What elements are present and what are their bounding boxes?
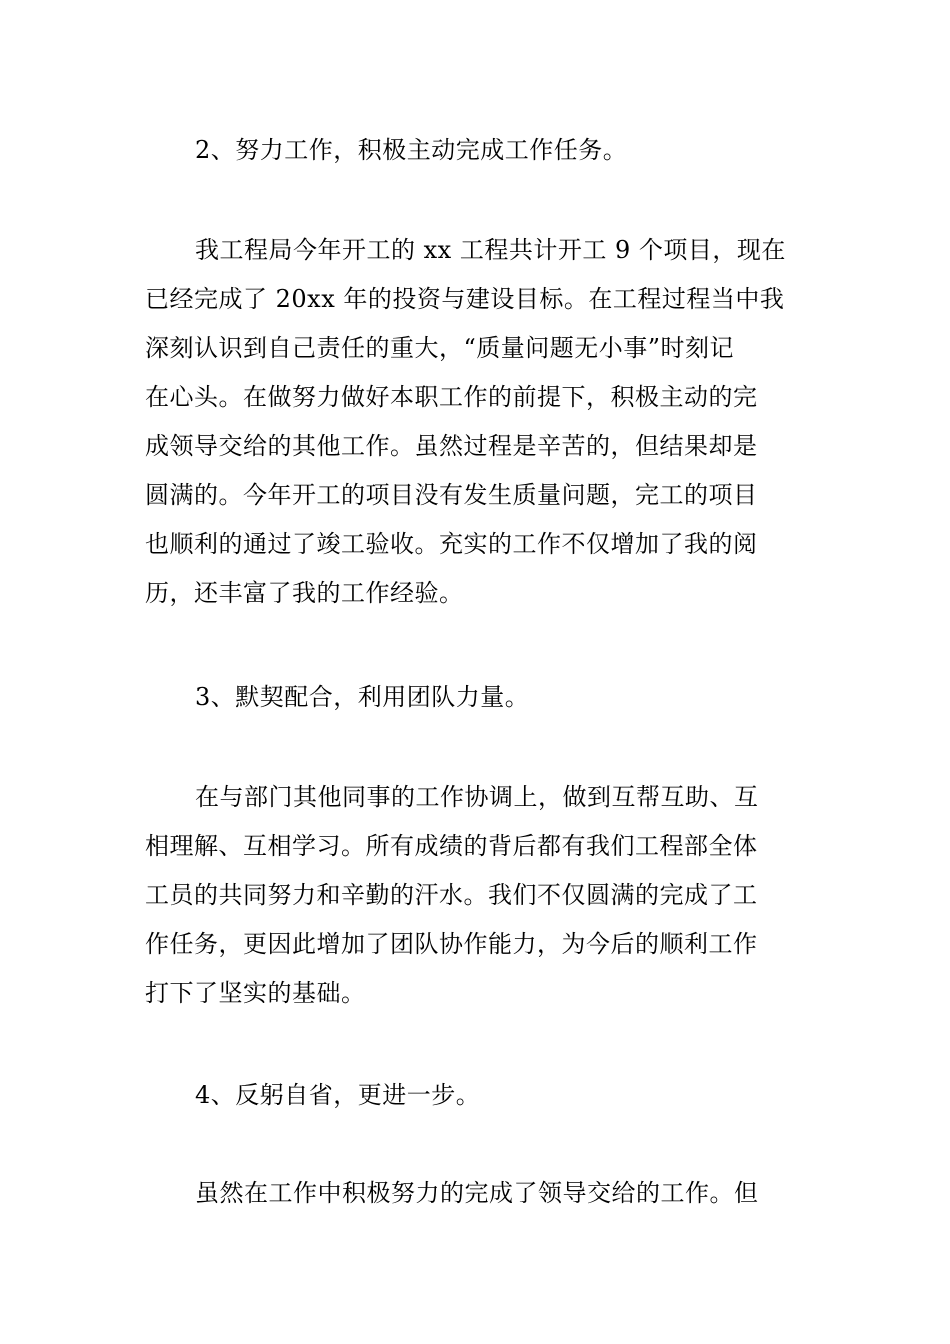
- paragraph-line: 相理解、互相学习。所有成绩的背后都有我们工程部全体: [145, 832, 758, 860]
- paragraph-line: 圆满的。今年开工的项目没有发生质量问题，完工的项目: [145, 481, 758, 509]
- paragraph-line: 虽然在工作中积极努力的完成了领导交给的工作。但: [195, 1179, 759, 1207]
- paragraph-line: 打下了坚实的基础。: [145, 979, 366, 1007]
- heading-line: 3、默契配合，利用团队力量。: [195, 683, 530, 711]
- paragraph-line: 成领导交给的其他工作。虽然过程是辛苦的，但结果却是: [145, 432, 758, 460]
- section-paragraph-3: [145, 773, 807, 1018]
- section-paragraph-4: [145, 1169, 807, 1218]
- heading-line: 4、反躬自省，更进一步。: [195, 1081, 481, 1109]
- section-heading-3: [145, 673, 807, 722]
- section-heading-2: [145, 126, 807, 175]
- paragraph-line: 已经完成了 20xx 年的投资与建设目标。在工程过程当中我: [145, 285, 785, 313]
- paragraph-line: 作任务，更因此增加了团队协作能力，为今后的顺利工作: [145, 930, 758, 958]
- paragraph-line: 我工程局今年开工的 xx 工程共计开工 9 个项目，现在: [195, 236, 786, 264]
- section-paragraph-2: [145, 226, 807, 618]
- section-heading-4: [145, 1071, 807, 1120]
- heading-line: 2、努力工作，积极主动完成工作任务。: [195, 136, 628, 164]
- paragraph-line: 历，还丰富了我的工作经验。: [145, 579, 464, 607]
- paragraph-line: 也顺利的通过了竣工验收。充实的工作不仅增加了我的阅: [145, 530, 758, 558]
- paragraph-line: 在与部门其他同事的工作协调上，做到互帮互助、互: [195, 783, 759, 811]
- paragraph-line: 工员的共同努力和辛勤的汗水。我们不仅圆满的完成了工: [145, 881, 758, 909]
- paragraph-line: 在心头。在做努力做好本职工作的前提下，积极主动的完: [145, 383, 758, 411]
- paragraph-line: 深刻认识到自己责任的重大，“质量问题无小事”时刻记: [145, 334, 735, 362]
